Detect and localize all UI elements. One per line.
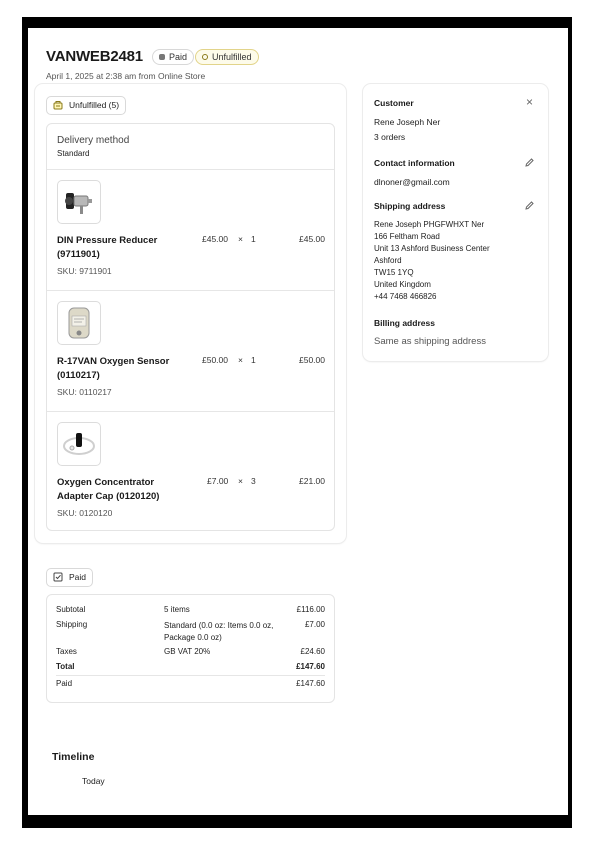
product-name[interactable]: Oxygen Concentrator Adapter Cap (0120120)	[57, 477, 160, 502]
quantity: 1	[251, 234, 256, 244]
order-page	[28, 28, 568, 815]
timeline-today: Today	[82, 776, 105, 786]
paid-status-chip[interactable]: Paid	[46, 568, 93, 587]
unfulfilled-box-icon	[53, 100, 63, 110]
customer-card	[363, 84, 548, 361]
close-icon[interactable]: ×	[526, 95, 534, 109]
times-sign: ×	[238, 355, 243, 365]
address-line: 166 Feltham Road	[374, 232, 440, 241]
product-name[interactable]: DIN Pressure Reducer (9711901)	[57, 235, 158, 260]
quantity: 3	[251, 476, 256, 486]
pressure-reducer-icon	[58, 181, 100, 223]
shipping-amount: £7.00	[304, 620, 325, 629]
fulfillment-status-badge: Unfulfilled	[195, 49, 259, 65]
product-sku: SKU: 0120120	[57, 508, 113, 518]
payment-summary-panel	[46, 594, 335, 703]
taxes-amount: £24.60	[300, 647, 325, 656]
customer-name[interactable]: Rene Joseph Ner	[374, 117, 441, 127]
unfulfilled-circle-icon	[202, 54, 208, 60]
paid-label: Paid	[56, 679, 73, 688]
timeline-title: Timeline	[52, 751, 95, 763]
taxes-detail: GB VAT 20%	[164, 647, 211, 656]
order-subtitle: April 1, 2025 at 2:38 am from Online Store	[46, 71, 206, 81]
customer-orders[interactable]: 3 orders	[374, 132, 406, 142]
shipping-address-title: Shipping address	[374, 201, 446, 211]
edit-pencil-icon[interactable]	[524, 157, 535, 168]
shipping-address	[374, 219, 490, 303]
customer-section-title: Customer	[374, 98, 414, 108]
address-line: Unit 13 Ashford Business Center	[374, 244, 490, 253]
paid-check-icon	[53, 572, 63, 582]
billing-address-value: Same as shipping address	[374, 336, 486, 347]
product-name[interactable]: R-17VAN Oxygen Sensor (0110217)	[57, 356, 170, 381]
adapter-cap-icon	[58, 423, 100, 465]
unfulfilled-status-chip[interactable]: Unfulfilled (5)	[46, 96, 126, 115]
fulfillment-card	[35, 84, 346, 543]
product-image[interactable]	[57, 301, 101, 345]
product-sku: SKU: 0110217	[57, 387, 112, 397]
address-line: TW15 1YQ	[374, 268, 414, 277]
customer-email[interactable]: dlnoner@gmail.com	[374, 177, 450, 187]
product-image[interactable]	[57, 422, 101, 466]
times-sign: ×	[238, 476, 243, 486]
delivery-method-value: Standard	[57, 149, 90, 158]
taxes-label: Taxes	[56, 647, 77, 656]
unit-price: £50.00	[202, 355, 228, 365]
total-label: Total	[56, 662, 75, 671]
paid-amount: £147.60	[296, 679, 325, 688]
edit-pencil-icon[interactable]	[524, 200, 535, 211]
quantity: 1	[251, 355, 256, 365]
address-phone: +44 7468 466826	[374, 292, 437, 301]
line-total: £50.00	[299, 355, 325, 365]
line-total: £21.00	[299, 476, 325, 486]
oxygen-sensor-icon	[58, 302, 100, 344]
delivery-method-label: Delivery method	[57, 135, 130, 146]
unit-price: £45.00	[202, 234, 228, 244]
product-sku: SKU: 9711901	[57, 266, 112, 276]
payment-status-badge: Paid	[152, 49, 194, 65]
unit-price: £7.00	[207, 476, 229, 486]
subtotal-amount: £116.00	[296, 605, 325, 614]
contact-info-title: Contact information	[374, 158, 455, 168]
address-line: Rene Joseph PHGFWHXT Ner	[374, 220, 485, 229]
line-items-panel	[46, 123, 335, 531]
line-item	[47, 170, 334, 290]
paid-dot-icon	[159, 54, 165, 60]
subtotal-label: Subtotal	[56, 605, 86, 614]
line-total: £45.00	[299, 234, 325, 244]
product-image[interactable]	[57, 180, 101, 224]
subtotal-detail: 5 items	[164, 605, 190, 614]
line-item	[47, 291, 334, 411]
line-item	[47, 412, 334, 530]
billing-address-title: Billing address	[374, 318, 435, 328]
address-line: Ashford	[374, 256, 402, 265]
shipping-label: Shipping	[56, 620, 88, 629]
address-line: United Kingdom	[374, 280, 431, 289]
divider	[56, 675, 325, 676]
times-sign: ×	[238, 234, 243, 244]
total-amount: £147.60	[296, 662, 325, 671]
shipping-detail: Standard (0.0 oz: Items 0.0 oz, Package 0.0 oz)	[164, 621, 274, 642]
order-title: VANWEB2481	[46, 48, 143, 65]
